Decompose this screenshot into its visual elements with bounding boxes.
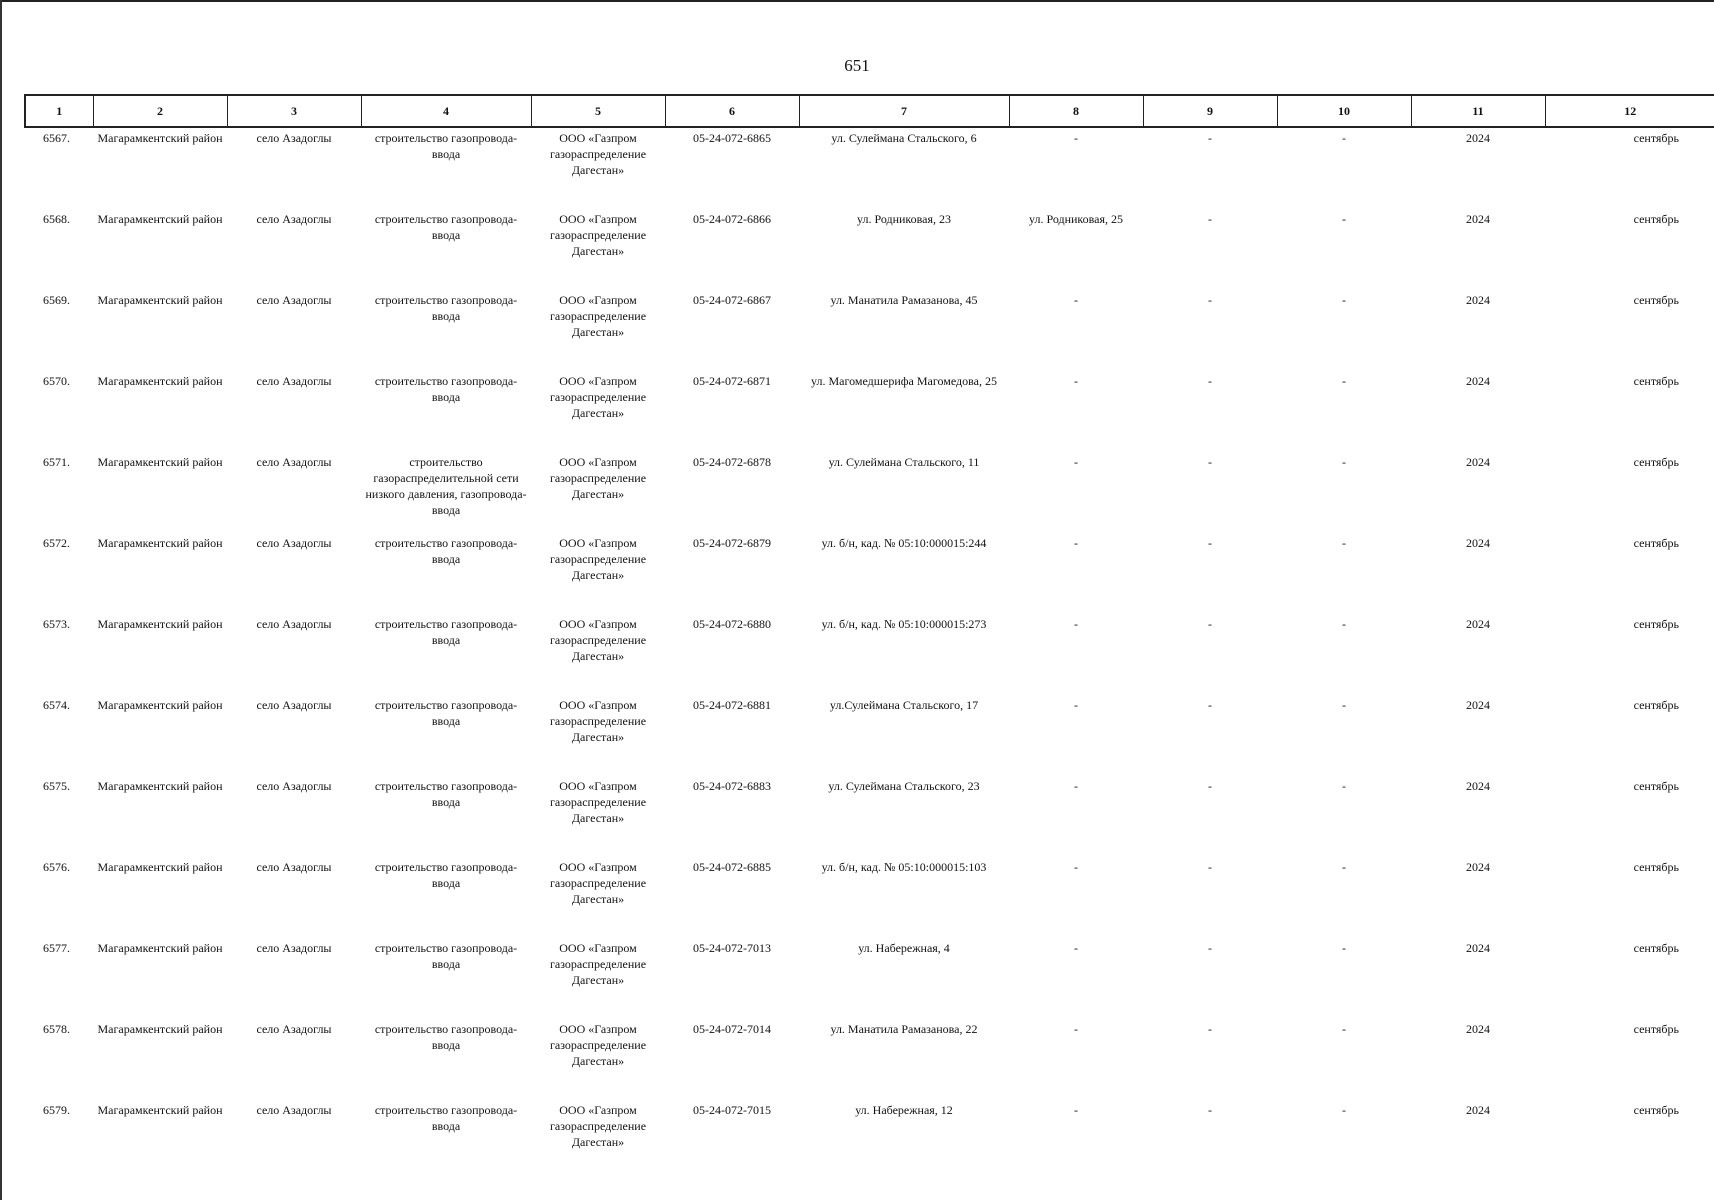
column-header: 11 xyxy=(1411,95,1545,127)
address-cell: ул. б/н, кад. № 05:10:000015:273 xyxy=(821,617,987,631)
address-cell: ул. б/н, кад. № 05:10:000015:103 xyxy=(821,860,987,874)
column-header: 9 xyxy=(1143,95,1277,127)
row-number: 6567. xyxy=(43,131,70,145)
month-cell: сентябрь xyxy=(1633,536,1679,550)
year-cell: 2024 xyxy=(1466,374,1490,388)
organization-cell: ООО «Газпром газораспределение Дагестан» xyxy=(549,293,647,339)
code-cell: 05-24-072-6878 xyxy=(693,455,771,469)
column-9-cell: - xyxy=(1208,374,1212,388)
work-type-cell: строительство газопровода-ввода xyxy=(374,374,518,404)
column-8-cell: - xyxy=(1074,860,1078,874)
column-9-cell: - xyxy=(1208,212,1212,226)
district-cell: Магарамкентский район xyxy=(97,860,223,874)
column-10-cell: - xyxy=(1342,1103,1346,1117)
column-header: 6 xyxy=(665,95,799,127)
month-cell: сентябрь xyxy=(1633,779,1679,793)
code-cell: 05-24-072-7014 xyxy=(693,1022,771,1036)
code-cell: 05-24-072-6865 xyxy=(693,131,771,145)
organization-cell: ООО «Газпром газораспределение Дагестан» xyxy=(549,131,647,177)
table-body xyxy=(25,127,1714,1181)
code-cell: 05-24-072-6883 xyxy=(693,779,771,793)
code-cell: 05-24-072-7013 xyxy=(693,941,771,955)
district-cell: Магарамкентский район xyxy=(97,212,223,226)
district-cell: Магарамкентский район xyxy=(97,1103,223,1117)
month-cell: сентябрь xyxy=(1633,941,1679,955)
row-number: 6570. xyxy=(43,374,70,388)
district-cell: Магарамкентский район xyxy=(97,617,223,631)
column-10-cell: - xyxy=(1342,293,1346,307)
column-header: 5 xyxy=(531,95,665,127)
table-row xyxy=(25,938,1714,1019)
table-row xyxy=(25,290,1714,371)
district-cell: Магарамкентский район xyxy=(97,374,223,388)
column-8-cell: - xyxy=(1074,941,1078,955)
settlement-cell: село Азадоглы xyxy=(256,779,332,793)
row-number: 6571. xyxy=(43,455,70,469)
month-cell: сентябрь xyxy=(1633,1103,1679,1117)
address-cell: ул. Манатила Рамазанова, 22 xyxy=(830,1022,978,1036)
settlement-cell: село Азадоглы xyxy=(256,293,332,307)
row-number: 6568. xyxy=(43,212,70,226)
table-row xyxy=(25,614,1714,695)
column-9-cell: - xyxy=(1208,1103,1212,1117)
district-cell: Магарамкентский район xyxy=(97,1022,223,1036)
month-cell: сентябрь xyxy=(1633,212,1679,226)
column-10-cell: - xyxy=(1342,131,1346,145)
organization-cell: ООО «Газпром газораспределение Дагестан» xyxy=(549,455,647,501)
year-cell: 2024 xyxy=(1466,698,1490,712)
column-8-cell: - xyxy=(1074,698,1078,712)
work-type-cell: строительство газопровода-ввода xyxy=(374,131,518,161)
row-number: 6578. xyxy=(43,1022,70,1036)
address-cell: ул. Родниковая, 23 xyxy=(856,212,951,226)
column-8-cell: - xyxy=(1074,1103,1078,1117)
code-cell: 05-24-072-6879 xyxy=(693,536,771,550)
organization-cell: ООО «Газпром газораспределение Дагестан» xyxy=(549,860,647,906)
column-9-cell: - xyxy=(1208,1022,1212,1036)
code-cell: 05-24-072-6871 xyxy=(693,374,771,388)
district-cell: Магарамкентский район xyxy=(97,455,223,469)
code-cell: 05-24-072-6866 xyxy=(693,212,771,226)
table-row xyxy=(25,452,1714,533)
settlement-cell: село Азадоглы xyxy=(256,536,332,550)
column-header: 12 xyxy=(1545,95,1714,127)
column-8-cell: - xyxy=(1074,536,1078,550)
month-cell: сентябрь xyxy=(1633,1022,1679,1036)
table-row xyxy=(25,209,1714,290)
column-10-cell: - xyxy=(1342,1022,1346,1036)
column-8-cell: - xyxy=(1074,617,1078,631)
table-row xyxy=(25,533,1714,614)
settlement-cell: село Азадоглы xyxy=(256,860,332,874)
code-cell: 05-24-072-6885 xyxy=(693,860,771,874)
row-number: 6577. xyxy=(43,941,70,955)
month-cell: сентябрь xyxy=(1633,860,1679,874)
address-cell: ул. Сулеймана Стальского, 11 xyxy=(828,455,980,469)
month-cell: сентябрь xyxy=(1633,293,1679,307)
month-cell: сентябрь xyxy=(1633,131,1679,145)
column-9-cell: - xyxy=(1208,860,1212,874)
organization-cell: ООО «Газпром газораспределение Дагестан» xyxy=(549,617,647,663)
organization-cell: ООО «Газпром газораспределение Дагестан» xyxy=(549,698,647,744)
year-cell: 2024 xyxy=(1466,293,1490,307)
row-number: 6573. xyxy=(43,617,70,631)
column-9-cell: - xyxy=(1208,698,1212,712)
settlement-cell: село Азадоглы xyxy=(256,131,332,145)
table-row xyxy=(25,1019,1714,1100)
work-type-cell: строительство газопровода-ввода xyxy=(374,617,518,647)
column-9-cell: - xyxy=(1208,617,1212,631)
district-cell: Магарамкентский район xyxy=(97,698,223,712)
month-cell: сентябрь xyxy=(1633,455,1679,469)
column-header: 3 xyxy=(227,95,361,127)
table-row xyxy=(25,776,1714,857)
district-cell: Магарамкентский район xyxy=(97,536,223,550)
column-9-cell: - xyxy=(1208,293,1212,307)
code-cell: 05-24-072-7015 xyxy=(693,1103,771,1117)
row-number: 6575. xyxy=(43,779,70,793)
organization-cell: ООО «Газпром газораспределение Дагестан» xyxy=(549,374,647,420)
page-number: 651 xyxy=(844,56,870,75)
address-cell: ул. Магомедшерифа Магомедова, 25 xyxy=(811,374,997,388)
year-cell: 2024 xyxy=(1466,1103,1490,1117)
work-type-cell: строительство газопровода-ввода xyxy=(374,941,518,971)
code-cell: 05-24-072-6881 xyxy=(693,698,771,712)
address-cell: ул. Набережная, 12 xyxy=(855,1103,953,1117)
year-cell: 2024 xyxy=(1466,941,1490,955)
settlement-cell: село Азадоглы xyxy=(256,698,332,712)
column-9-cell: - xyxy=(1208,779,1212,793)
code-cell: 05-24-072-6867 xyxy=(693,293,771,307)
settlement-cell: село Азадоглы xyxy=(256,941,332,955)
row-number: 6576. xyxy=(43,860,70,874)
work-type-cell: строительство газопровода-ввода xyxy=(374,212,518,242)
column-header: 7 xyxy=(799,95,1009,127)
table-row xyxy=(25,127,1714,209)
column-header: 2 xyxy=(93,95,227,127)
year-cell: 2024 xyxy=(1466,779,1490,793)
column-10-cell: - xyxy=(1342,941,1346,955)
table-row xyxy=(25,695,1714,776)
column-8-cell: - xyxy=(1074,131,1078,145)
settlement-cell: село Азадоглы xyxy=(256,212,332,226)
year-cell: 2024 xyxy=(1466,536,1490,550)
column-8-cell: - xyxy=(1074,779,1078,793)
work-type-cell: строительство газопровода-ввода xyxy=(374,536,518,566)
work-type-cell: строительство газопровода-ввода xyxy=(374,779,518,809)
column-9-cell: - xyxy=(1208,941,1212,955)
address-cell: ул. Манатила Рамазанова, 45 xyxy=(830,293,978,307)
year-cell: 2024 xyxy=(1466,860,1490,874)
month-cell: сентябрь xyxy=(1633,617,1679,631)
column-10-cell: - xyxy=(1342,374,1346,388)
settlement-cell: село Азадоглы xyxy=(256,1022,332,1036)
column-8-cell: - xyxy=(1074,374,1078,388)
row-number: 6574. xyxy=(43,698,70,712)
address-cell: ул.Сулеймана Стальского, 17 xyxy=(829,698,979,712)
year-cell: 2024 xyxy=(1466,455,1490,469)
year-cell: 2024 xyxy=(1466,617,1490,631)
organization-cell: ООО «Газпром газораспределение Дагестан» xyxy=(549,536,647,582)
district-cell: Магарамкентский район xyxy=(97,293,223,307)
row-number: 6569. xyxy=(43,293,70,307)
column-10-cell: - xyxy=(1342,536,1346,550)
settlement-cell: село Азадоглы xyxy=(256,455,332,469)
column-header: 10 xyxy=(1277,95,1411,127)
work-type-cell: строительство газопровода-ввода xyxy=(374,698,518,728)
column-10-cell: - xyxy=(1342,860,1346,874)
work-type-cell: строительство газопровода-ввода xyxy=(374,860,518,890)
table-row xyxy=(25,371,1714,452)
column-9-cell: - xyxy=(1208,455,1212,469)
left-border-line xyxy=(0,0,2,1200)
column-10-cell: - xyxy=(1342,212,1346,226)
header-row xyxy=(25,95,1714,127)
column-10-cell: - xyxy=(1342,455,1346,469)
table-row xyxy=(25,857,1714,938)
work-type-cell: строительство газопровода-ввода xyxy=(374,293,518,323)
column-10-cell: - xyxy=(1342,779,1346,793)
column-header: 4 xyxy=(361,95,531,127)
month-cell: сентябрь xyxy=(1633,698,1679,712)
column-8-cell: - xyxy=(1074,293,1078,307)
top-border-line xyxy=(0,0,1714,2)
column-9-cell: - xyxy=(1208,131,1212,145)
organization-cell: ООО «Газпром газораспределение Дагестан» xyxy=(549,212,647,258)
address-cell: ул. Набережная, 4 xyxy=(858,941,950,955)
settlement-cell: село Азадоглы xyxy=(256,617,332,631)
column-8-cell: ул. Родниковая, 25 xyxy=(1028,212,1123,226)
address-cell: ул. Сулеймана Стальского, 6 xyxy=(831,131,977,145)
organization-cell: ООО «Газпром газораспределение Дагестан» xyxy=(549,779,647,825)
address-cell: ул. Сулеймана Стальского, 23 xyxy=(828,779,980,793)
column-8-cell: - xyxy=(1074,1022,1078,1036)
organization-cell: ООО «Газпром газораспределение Дагестан» xyxy=(549,941,647,987)
district-cell: Магарамкентский район xyxy=(97,131,223,145)
column-10-cell: - xyxy=(1342,617,1346,631)
code-cell: 05-24-072-6880 xyxy=(693,617,771,631)
address-cell: ул. б/н, кад. № 05:10:000015:244 xyxy=(821,536,987,550)
work-type-cell: строительство газораспределительной сети низкого давления, газопровода-ввода xyxy=(365,455,527,517)
month-cell: сентябрь xyxy=(1633,374,1679,388)
settlement-cell: село Азадоглы xyxy=(256,1103,332,1117)
column-8-cell: - xyxy=(1074,455,1078,469)
year-cell: 2024 xyxy=(1466,212,1490,226)
column-10-cell: - xyxy=(1342,698,1346,712)
register-table xyxy=(24,94,1714,1181)
column-9-cell: - xyxy=(1208,536,1212,550)
organization-cell: ООО «Газпром газораспределение Дагестан» xyxy=(549,1103,647,1149)
year-cell: 2024 xyxy=(1466,1022,1490,1036)
organization-cell: ООО «Газпром газораспределение Дагестан» xyxy=(549,1022,647,1068)
table-row xyxy=(25,1100,1714,1181)
row-number: 6572. xyxy=(43,536,70,550)
column-header: 1 xyxy=(25,95,93,127)
work-type-cell: строительство газопровода-ввода xyxy=(374,1103,518,1133)
district-cell: Магарамкентский район xyxy=(97,941,223,955)
column-header: 8 xyxy=(1009,95,1143,127)
settlement-cell: село Азадоглы xyxy=(256,374,332,388)
year-cell: 2024 xyxy=(1466,131,1490,145)
row-number: 6579. xyxy=(43,1103,70,1117)
work-type-cell: строительство газопровода-ввода xyxy=(374,1022,518,1052)
district-cell: Магарамкентский район xyxy=(97,779,223,793)
